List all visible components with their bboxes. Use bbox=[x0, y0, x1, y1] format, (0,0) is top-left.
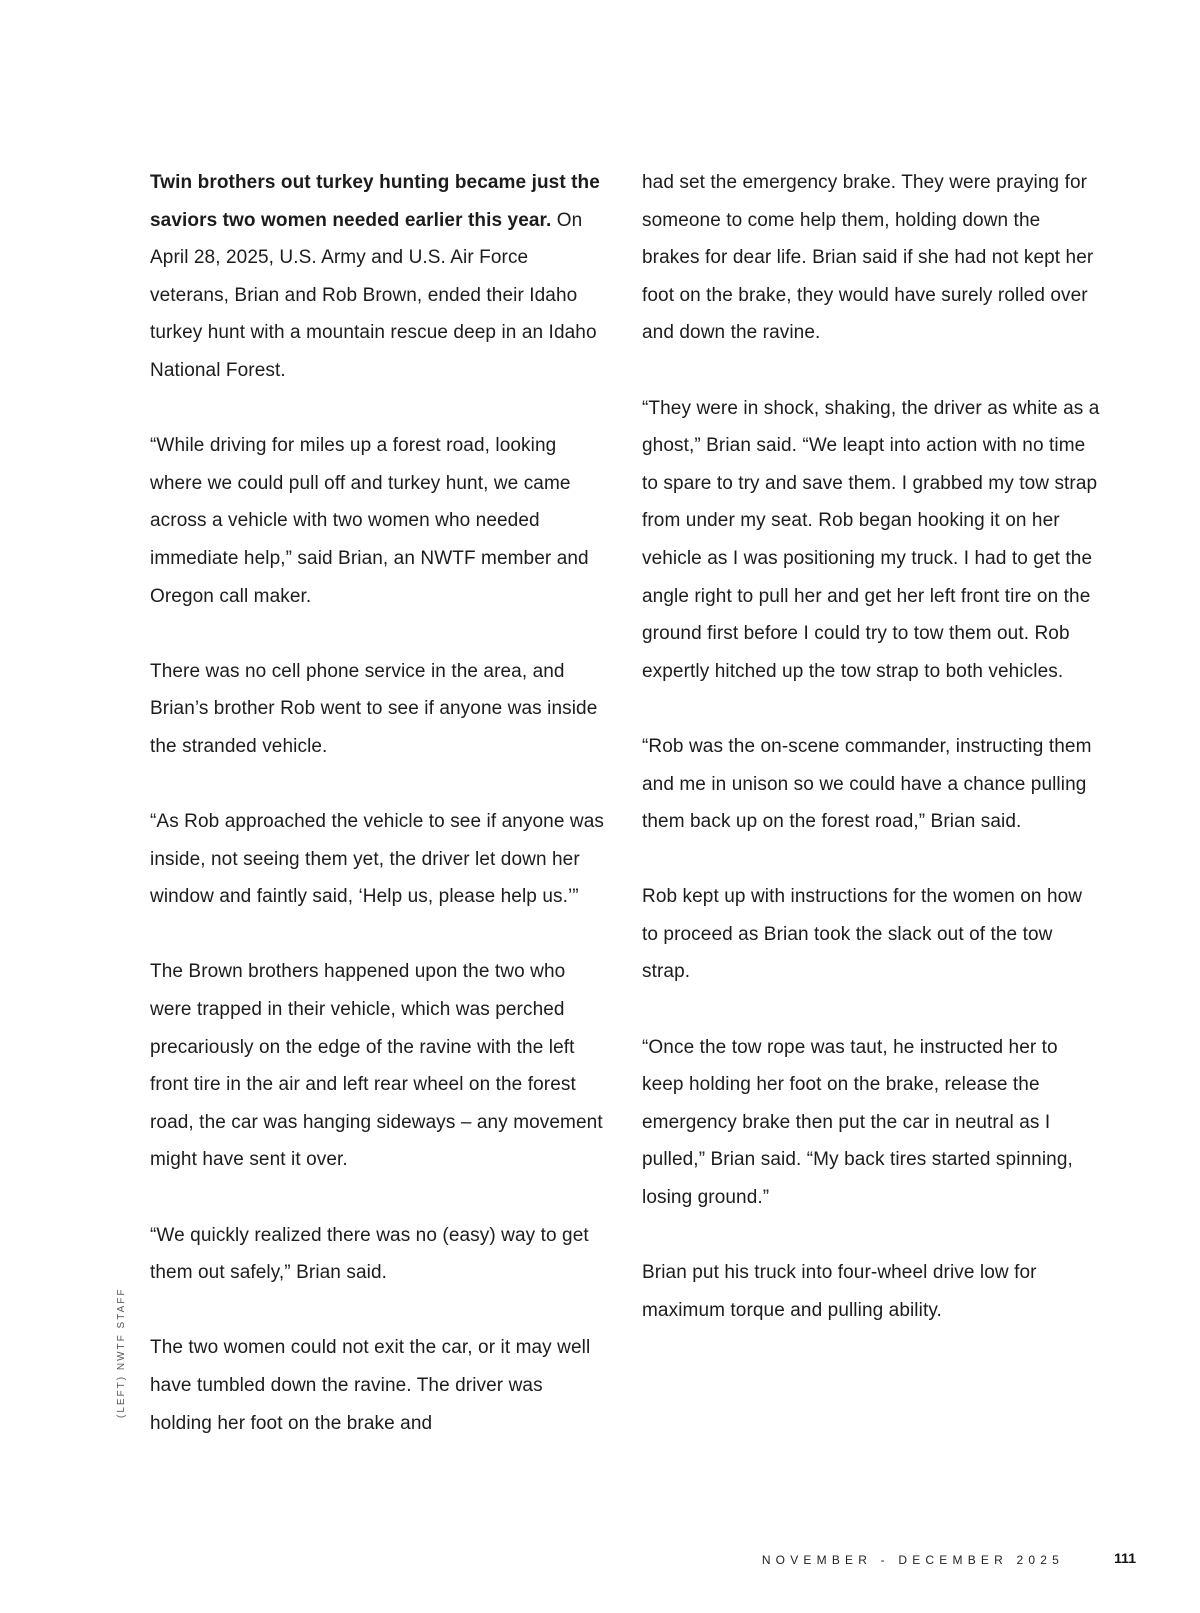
page-number: 111 bbox=[1114, 1550, 1136, 1566]
article-paragraph: There was no cell phone service in the area, and Brian’s brother Rob went to see if anyone was inside the stranded vehicle. bbox=[150, 660, 598, 757]
article-paragraph: “Once the tow rope was taut, he instructed her to keep holding her foot on the brake, release the emergency brake then put the car in neutral as I pulled,” Brian said. “My back tires started spinning, losing ground.” bbox=[642, 1036, 1073, 1209]
lead-sentence: Twin brothers out turkey hunting became just the saviors two women needed earlier this year. bbox=[150, 172, 600, 231]
article-paragraph bbox=[150, 164, 610, 390]
paragraph-text: On April 28, 2025, U.S. Army and U.S. Air Force veterans, Brian and Rob Brown, ended their Idaho turkey hunt with a mountain rescue deep in an Idaho National Forest. bbox=[150, 209, 597, 381]
photo-credit: (LEFT) NWTF STAFF bbox=[116, 1287, 127, 1418]
article-paragraph: “While driving for miles up a forest road, looking where we could pull off and turkey hunt, we came across a vehicle with two women who needed immediate help,” said Brian, an NWTF member and Oregon call maker. bbox=[150, 435, 589, 607]
article-paragraph: The Brown brothers happened upon the two who were trapped in their vehicle, which was perched precariously on the edge of the ravine with the left front tire in the air and left rear wheel on the forest road, the car was hanging sideways – any movement might have sent it over. bbox=[150, 961, 603, 1171]
article-paragraph: “Rob was the on-scene commander, instructing them and me in unison so we could have a chance pulling them back up on the forest road,” Brian said. bbox=[642, 735, 1092, 833]
article-column-right bbox=[642, 164, 1102, 1329]
article-paragraph: Rob kept up with instructions for the women on how to proceed as Brian took the slack out of the tow strap. bbox=[642, 886, 1083, 983]
article-paragraph: Brian put his truck into four-wheel drive low for maximum torque and pulling ability. bbox=[642, 1262, 1037, 1321]
article-paragraph: “We quickly realized there was no (easy) way to get them out safely,” Brian said. bbox=[150, 1224, 589, 1284]
article-paragraph: The two women could not exit the car, or it may well have tumbled down the ravine. The driver was holding her foot on the brake and bbox=[150, 1337, 591, 1434]
article-paragraph: “As Rob approached the vehicle to see if anyone was inside, not seeing them yet, the driver let down her window and faintly said, ‘Help us, please help us.’” bbox=[150, 811, 604, 908]
article-paragraph: had set the emergency brake. They were praying for someone to come help them, holding down the brakes for dear life. Brian said if she had not kept her foot on the brake, they would have surely rolled over and down the ravine. bbox=[642, 172, 1094, 344]
issue-date: NOVEMBER - DECEMBER 2025 bbox=[761, 1553, 1064, 1567]
article-column-left bbox=[150, 164, 610, 1442]
article-paragraph: “They were in shock, shaking, the driver as white as a ghost,” Brian said. “We leapt into action with no time to spare to try and save them. I grabbed my tow strap from under my seat. Rob began hooking it on her vehicle as I was positioning my truck. I had to get the angle right to pull her and get her left front tire on the ground first before I could try to tow them out. Rob expertly hitched up the tow strap to both vehicles. bbox=[642, 397, 1100, 682]
